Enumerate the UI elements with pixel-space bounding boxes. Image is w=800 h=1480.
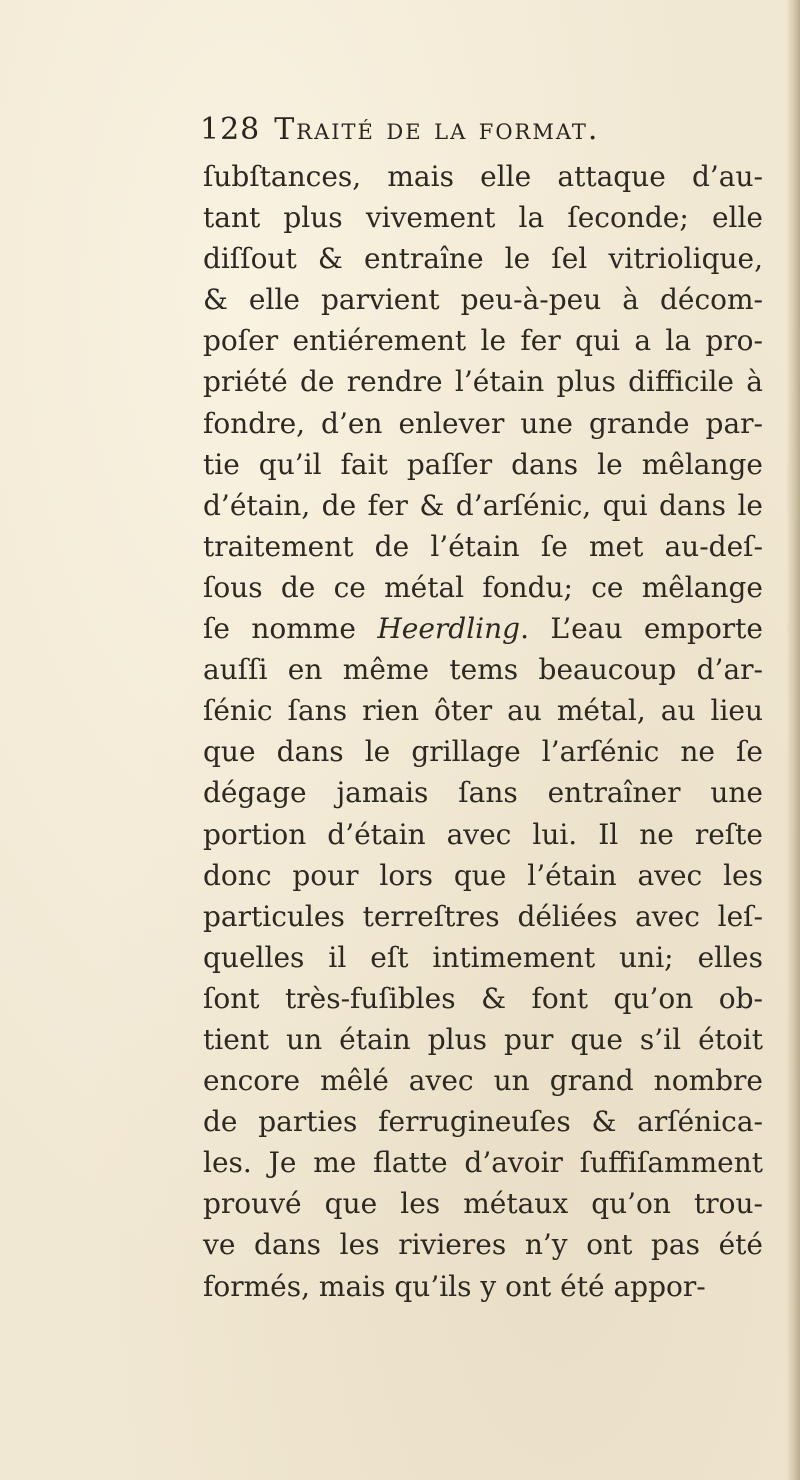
text-line: d’étain, de fer & d’arſénic, qui dans le [203, 488, 763, 522]
text-line: particules terreſtres déliées avec leſ- [203, 899, 763, 933]
text-line: diſſout & entraîne le ſel vitriolique, [203, 242, 763, 276]
text-line: poſer entiérement le fer qui a la pro- [203, 324, 763, 358]
text-line: de parties ferrugineuſes & arſénica- [203, 1105, 763, 1139]
text-line: tient un étain plus pur que s’il étoit [203, 1022, 763, 1056]
text-line: traitement de l’étain ſe met au-deſ- [203, 529, 763, 563]
text-line: ſubſtances, mais elle attaque d’au- [203, 160, 763, 193]
text-line: quelles il eſt intimement uni; elles [203, 940, 763, 974]
text-line: ſous de ce métal fondu; ce mêlange [203, 570, 763, 604]
text-line: que dans le grillage l’arſénic ne ſe [203, 735, 763, 769]
text-line: fondre, d’en enlever une grande par- [203, 406, 763, 440]
text-line: prouvé que les métaux qu’on trou- [203, 1187, 763, 1221]
running-title: Traité de la format. [274, 112, 600, 147]
text-line: ſont très-fuſibles & font qu’on ob- [203, 981, 763, 1015]
text-line: ſénic ſans rien ôter au métal, au lieu [203, 694, 763, 728]
text-line-tail: . L’eau emporte [520, 612, 764, 646]
text-line: & elle parvient peu-à-peu à décom- [203, 283, 763, 317]
text-line: dégage jamais ſans entraîner une [203, 776, 763, 810]
text-line: les. Je me flatte d’avoir ſuffiſamment [203, 1146, 763, 1180]
text-line: formés, mais qu’ils y ont été appor- [203, 1269, 706, 1303]
text-line-head: ſe nomme [203, 612, 378, 646]
italic-term: Heerdling [377, 612, 521, 646]
page-number: 128 [200, 112, 261, 147]
running-header [200, 112, 599, 147]
text-line: tant plus vivement la ſeconde; elle [203, 201, 763, 235]
text-line: auſſi en même tems beaucoup d’ar- [203, 653, 763, 687]
text-line: ve dans les rivieres n’y ont pas été [203, 1228, 763, 1262]
text-line: priété de rendre l’étain plus difficile à [203, 365, 763, 399]
text-line: donc pour lors que l’étain avec les [203, 858, 763, 892]
text-line-with-term [203, 608, 763, 649]
text-line: portion d’étain avec lui. Il ne reſte [203, 817, 763, 851]
text-line: tie qu’il fait paſſer dans le mêlange [203, 447, 763, 481]
body-text [203, 156, 763, 1307]
text-line: encore mêlé avec un grand nombre [203, 1064, 763, 1098]
page-edge-shadow [786, 0, 800, 1480]
